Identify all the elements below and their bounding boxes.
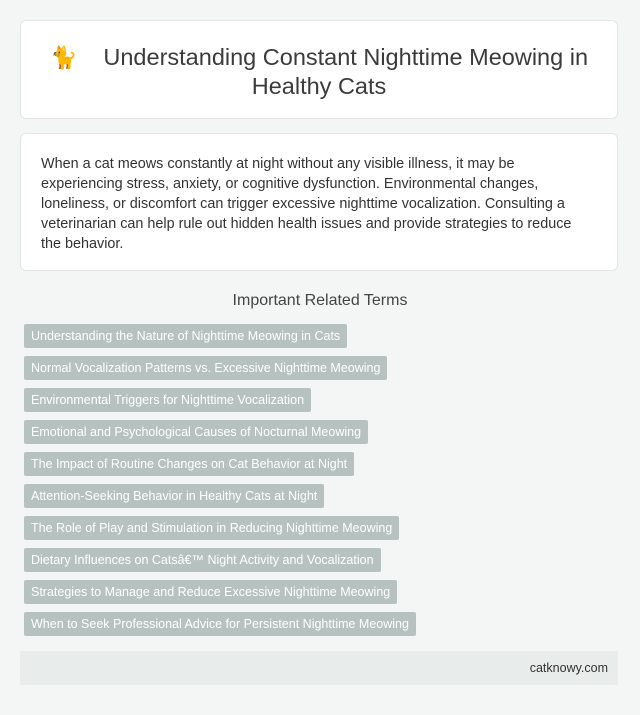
footer-site-link[interactable]: catknowy.com: [529, 661, 608, 675]
related-term-tag[interactable]: The Role of Play and Stimulation in Reducing Nighttime Meowing: [24, 516, 399, 540]
cat-icon: 🐈: [49, 45, 78, 70]
title-card: [20, 20, 618, 119]
page-title: [21, 43, 617, 101]
related-term-tag[interactable]: Strategies to Manage and Reduce Excessive Nighttime Meowing: [24, 580, 397, 604]
footer: [20, 651, 618, 685]
related-term-tag[interactable]: Attention-Seeking Behavior in Healthy Cats at Night: [24, 484, 324, 508]
description-text: When a cat meows constantly at night without any visible illness, it may be experiencing stress, anxiety, or cognitive dysfunction. Environmental changes, loneliness, or discomfort can trigger excessive nighttime vocalization. Consulting a veterinarian can help rule out hidden health issues and provide strategies to reduce the behavior.: [41, 156, 572, 252]
related-term-tag[interactable]: Environmental Triggers for Nighttime Vocalization: [24, 388, 311, 412]
related-term-tag[interactable]: Dietary Influences on Catsâ€™ Night Activity and Vocalization: [24, 548, 381, 572]
page-title-line2: Healthy Cats: [251, 73, 387, 99]
description-card: [20, 133, 618, 271]
related-term-tag[interactable]: Normal Vocalization Patterns vs. Excessive Nighttime Meowing: [24, 356, 387, 380]
related-term-tag[interactable]: The Impact of Routine Changes on Cat Behavior at Night: [24, 452, 354, 476]
related-term-tag[interactable]: Understanding the Nature of Nighttime Meowing in Cats: [24, 324, 347, 348]
related-term-tag[interactable]: Emotional and Psychological Causes of Nocturnal Meowing: [24, 420, 368, 444]
related-terms-heading: Important Related Terms: [232, 292, 408, 309]
related-term-tag[interactable]: When to Seek Professional Advice for Persistent Nighttime Meowing: [24, 612, 416, 636]
page-title-line1: Understanding Constant Nighttime Meowing in: [103, 44, 589, 70]
related-terms-list: [24, 324, 624, 644]
